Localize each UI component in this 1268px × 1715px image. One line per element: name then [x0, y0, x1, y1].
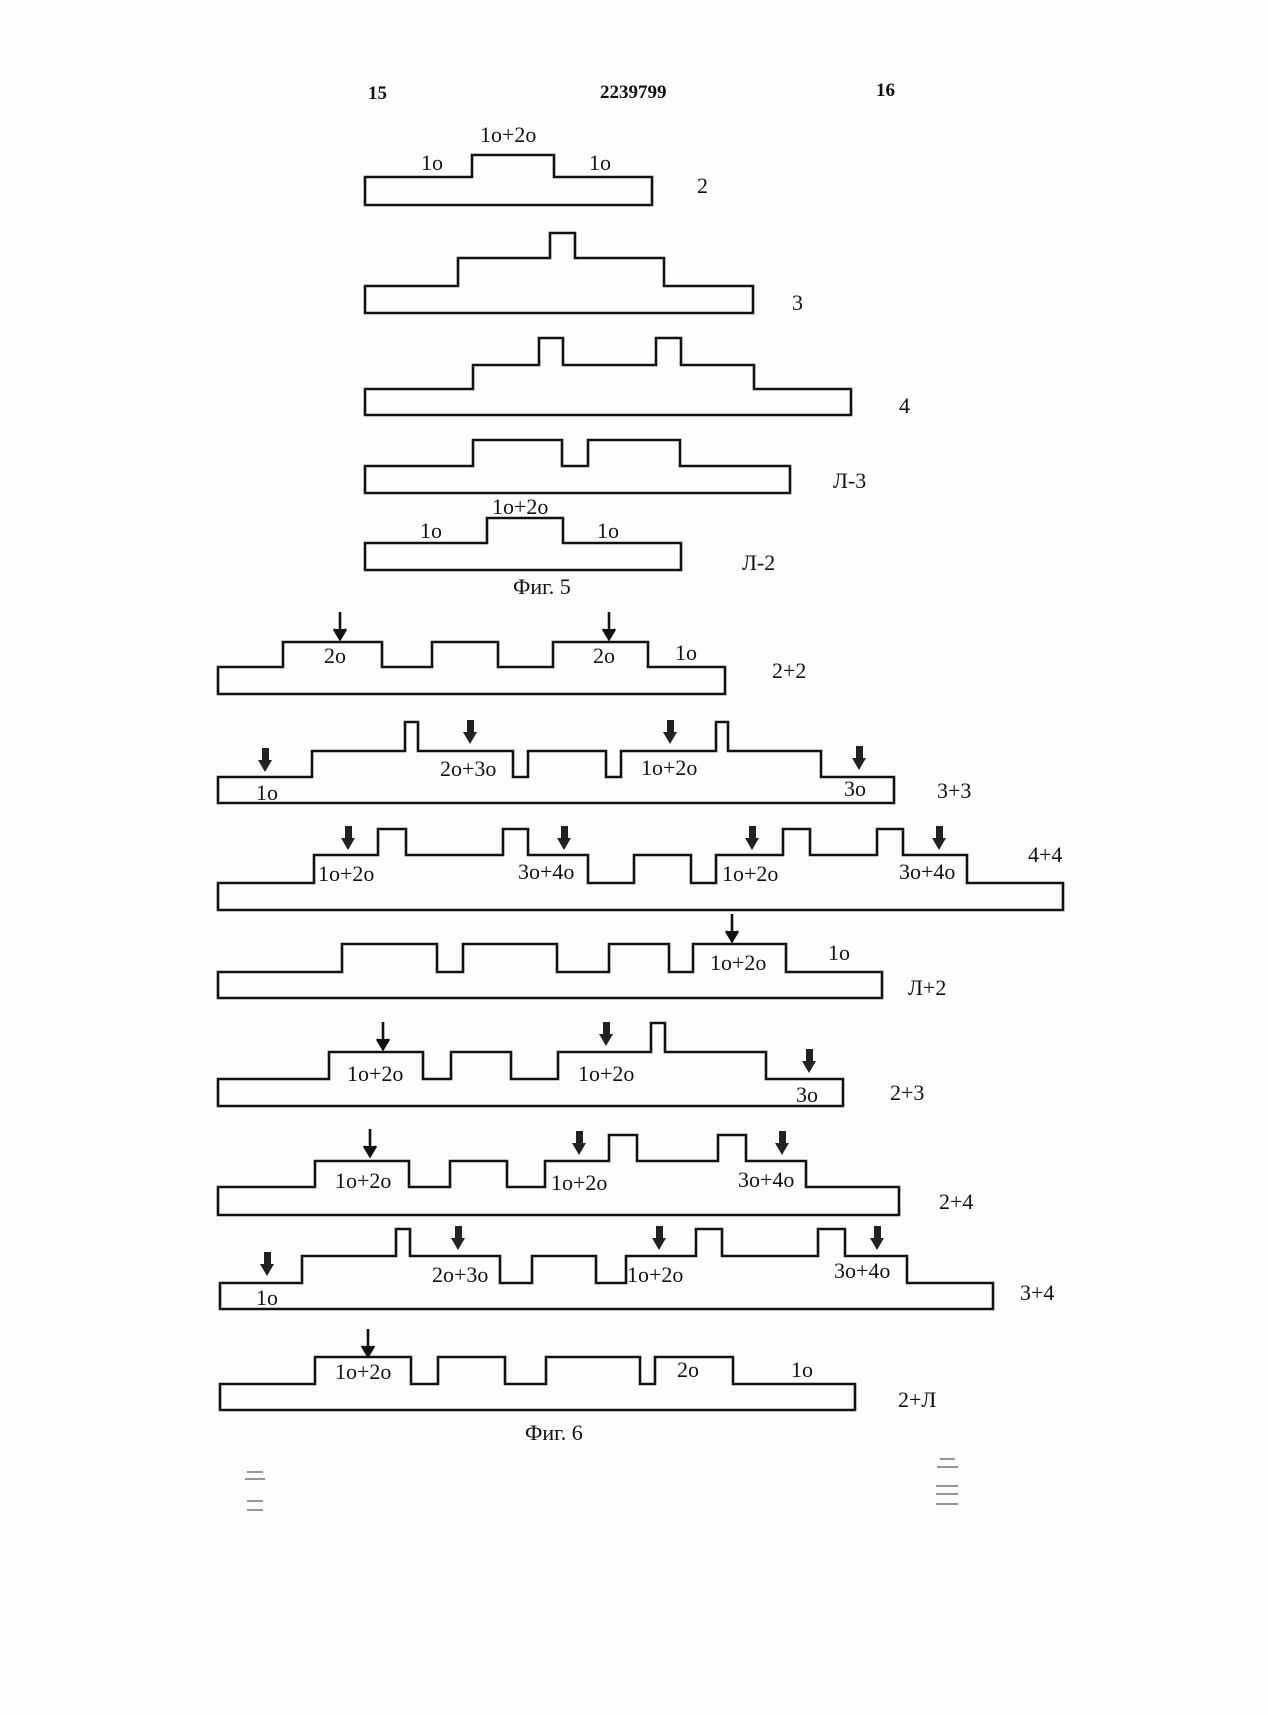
fig5-row-3-name: 3: [792, 290, 803, 315]
fig6-row-2-l-label-3: 1o: [791, 1357, 813, 1382]
fig6-row-3-3-name: 3+3: [937, 778, 972, 803]
fig6-row-l-2-label-2: 1o: [828, 940, 850, 965]
fig6-row-4-4-label-1: 1o+2o: [318, 861, 375, 886]
fig6-row-2-4-label-2: 1o+2o: [551, 1170, 608, 1195]
arrow-bold-icon: [260, 1252, 274, 1276]
fig6-row-2-3-label-2: 1o+2o: [578, 1061, 635, 1086]
fig6-row-4-4-label-2: 3o+4o: [518, 859, 575, 884]
arrow-bold-icon: [557, 826, 571, 850]
fig5-row-4-name: 4: [899, 393, 910, 418]
fig6-row-3-4-label-3: 1o+2o: [627, 1262, 684, 1287]
fig6-row-2-4-name: 2+4: [939, 1189, 974, 1214]
fig6-row-2-l-name: 2+Л: [898, 1387, 937, 1412]
arrow-thin-icon: [362, 1329, 374, 1356]
fig5-caption: Фиг. 5: [513, 574, 571, 599]
fig5-row-l2-label-right: 1o: [597, 518, 619, 543]
fig5-row-l3-name: Л-3: [833, 468, 867, 493]
arrow-bold-icon: [870, 1226, 884, 1250]
fig6-row-3-3-label-1: 1o: [256, 780, 278, 805]
fig5-row-l3: [365, 440, 866, 493]
fig5-row-3: [365, 233, 803, 315]
fig6-row-2-2-label-2: 2o: [593, 643, 615, 668]
arrow-bold-icon: [652, 1226, 666, 1250]
fig5-row-4: [365, 338, 910, 418]
fig5-row-2-name: 2: [697, 173, 708, 198]
fig6-row-l-2-name: Л+2: [908, 975, 947, 1000]
fig6-row-2-3: [218, 1022, 924, 1107]
right-page-number: 16: [876, 80, 895, 101]
arrow-bold-icon: [463, 720, 477, 744]
fig6-row-2-4-label-3: 3o+4o: [738, 1167, 795, 1192]
fig6-row-4-4-label-3: 1o+2o: [722, 861, 779, 886]
fig5-row-2-label-top: 1o+2o: [480, 122, 537, 147]
fig6-row-3-3: [218, 720, 971, 805]
arrow-bold-icon: [775, 1131, 789, 1155]
fig6-row-4-4-name: 4+4: [1028, 842, 1063, 867]
fig5-row-l2: [365, 494, 775, 575]
arrow-bold-icon: [802, 1049, 816, 1073]
fig6-row-3-4-label-4: 3o+4o: [834, 1258, 891, 1283]
arrow-thin-icon: [603, 612, 615, 639]
fig5-row-2: [365, 122, 708, 205]
fig6-row-2-3-name: 2+3: [890, 1080, 925, 1105]
arrow-bold-icon: [572, 1131, 586, 1155]
arrow-bold-icon: [852, 746, 866, 770]
fig6-row-2-2-label-1: 2o: [324, 643, 346, 668]
arrow-bold-icon: [599, 1022, 613, 1046]
fig6-row-3-3-label-3: 1o+2o: [641, 755, 698, 780]
fig6-row-4-4: [218, 826, 1063, 910]
arrow-thin-icon: [334, 612, 346, 639]
fig6-row-3-4-name: 3+4: [1020, 1280, 1055, 1305]
arrow-bold-icon: [932, 826, 946, 850]
arrow-bold-icon: [745, 826, 759, 850]
fig6-row-2-3-label-1: 1o+2o: [347, 1061, 404, 1086]
fig6-row-2-l-label-2: 2o: [677, 1357, 699, 1382]
fig6-row-2-4-label-1: 1o+2o: [335, 1168, 392, 1193]
fig6-row-2-2-label-3: 1o: [675, 640, 697, 665]
left-page-number: 15: [368, 83, 387, 104]
fig5-row-l2-label-top: 1o+2o: [492, 494, 549, 519]
scan-marks: [245, 1459, 958, 1510]
patent-number: 2239799: [600, 82, 667, 103]
arrow-bold-icon: [451, 1226, 465, 1250]
fig6-row-l-2: [218, 914, 946, 1000]
fig6-row-2-l-label-1: 1o+2o: [335, 1359, 392, 1384]
arrow-bold-icon: [663, 720, 677, 744]
fig5-row-l2-label-left: 1o: [420, 518, 442, 543]
arrow-thin-icon: [377, 1022, 389, 1049]
fig5-row-2-label-right: 1o: [589, 150, 611, 175]
fig6-row-3-4: [220, 1226, 1054, 1310]
fig6-row-2-2-name: 2+2: [772, 658, 807, 683]
fig5-row-l2-name: Л-2: [742, 550, 776, 575]
arrow-bold-icon: [258, 748, 272, 772]
fig6-row-3-3-label-2: 2o+3o: [440, 756, 497, 781]
arrow-thin-icon: [726, 914, 738, 941]
arrow-bold-icon: [341, 826, 355, 850]
fig6-row-2-l: [220, 1329, 936, 1412]
fig6-caption: Фиг. 6: [525, 1420, 583, 1445]
fig6-row-l-2-label-1: 1o+2o: [710, 950, 767, 975]
arrow-thin-icon: [364, 1129, 376, 1156]
fig6-row-4-4-label-4: 3o+4o: [899, 859, 956, 884]
fig6-row-2-4: [218, 1129, 973, 1215]
fig6-row-3-4-label-2: 2o+3o: [432, 1262, 489, 1287]
fig5-row-2-label-left: 1o: [421, 150, 443, 175]
fig6-row-3-3-label-4: 3o: [844, 776, 866, 801]
fig6-row-2-2: [218, 612, 806, 694]
fig6-row-2-3-label-3: 3o: [796, 1082, 818, 1107]
fig6-row-3-4-label-1: 1o: [256, 1285, 278, 1310]
